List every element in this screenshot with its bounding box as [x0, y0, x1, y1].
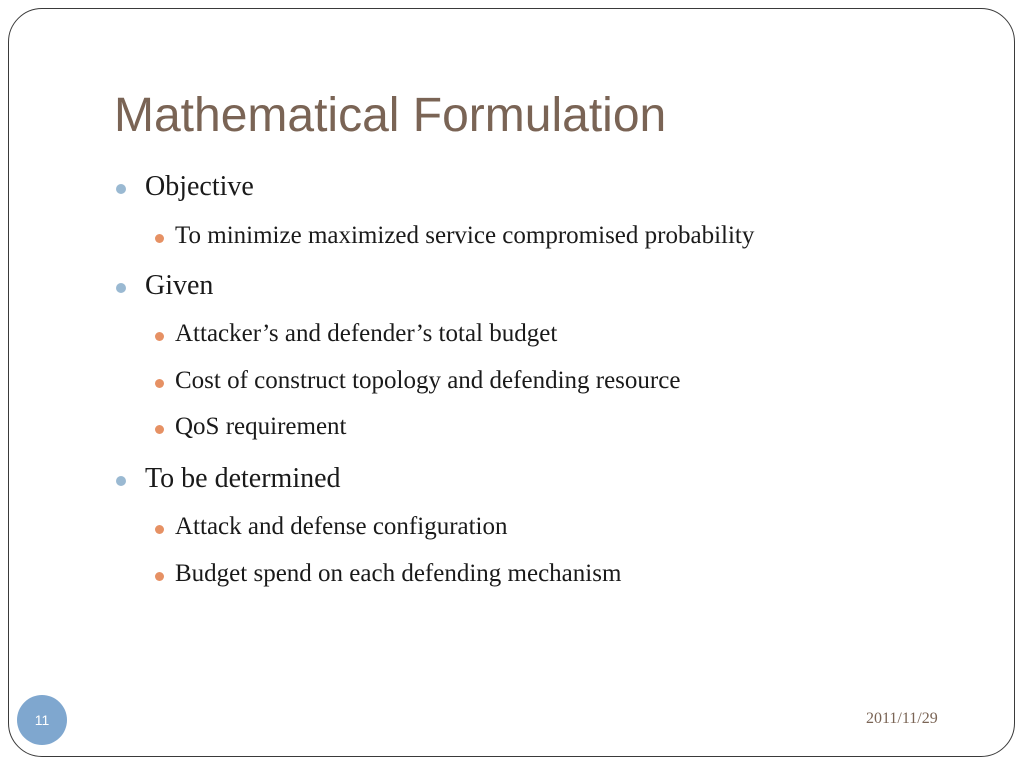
- section-heading-to-be-determined: To be determined: [145, 463, 341, 494]
- slide-title: Mathematical Formulation: [114, 89, 667, 142]
- level2-bullet-icon: [155, 332, 164, 341]
- level2-bullet-icon: [155, 425, 164, 434]
- level2-bullet-icon: [155, 234, 164, 243]
- list-item: Attack and defense configuration: [175, 513, 508, 540]
- level2-bullet-icon: [155, 572, 164, 581]
- list-item: Budget spend on each defending mechanism: [175, 560, 622, 587]
- level2-bullet-icon: [155, 525, 164, 534]
- list-item: To minimize maximized service compromised probability: [175, 222, 755, 249]
- list-item: Attacker’s and defender’s total budget: [175, 320, 558, 347]
- level1-bullet-icon: [116, 283, 126, 293]
- list-item: QoS requirement: [175, 413, 347, 440]
- level2-bullet-icon: [155, 379, 164, 388]
- page-number-badge: 11: [17, 695, 67, 745]
- level1-bullet-icon: [116, 476, 126, 486]
- level1-bullet-icon: [116, 184, 126, 194]
- slide-date: 2011/11/29: [866, 710, 938, 727]
- list-item: Cost of construct topology and defending resource: [175, 367, 681, 394]
- section-heading-objective: Objective: [145, 171, 254, 202]
- section-heading-given: Given: [145, 270, 214, 301]
